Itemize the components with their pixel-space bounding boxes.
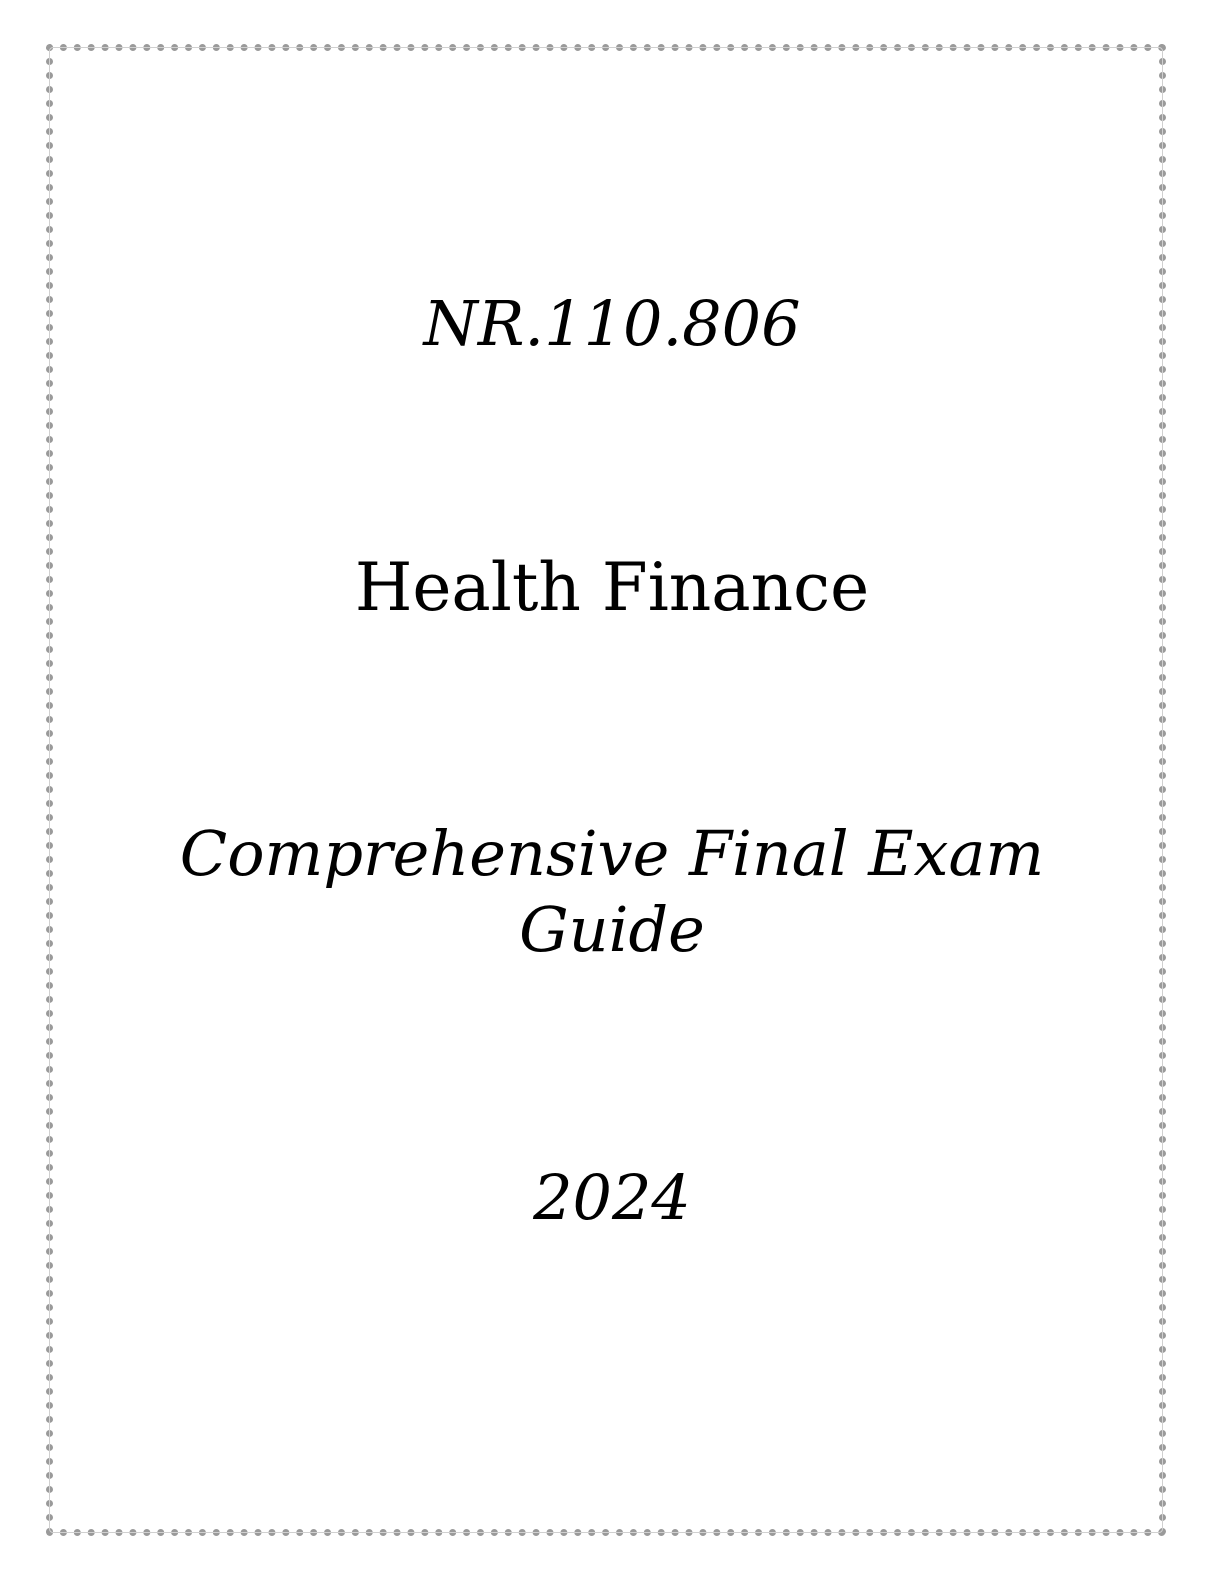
decorative-page-border (46, 44, 1166, 1536)
document-title-line-2: Guide (519, 892, 705, 966)
document-year: 2024 (533, 1161, 691, 1234)
document-title (0, 816, 1224, 967)
course-code: NR.110.806 (423, 287, 801, 360)
course-name: Health Finance (354, 549, 870, 626)
document-title-line-1: Comprehensive Final Exam (179, 817, 1045, 890)
